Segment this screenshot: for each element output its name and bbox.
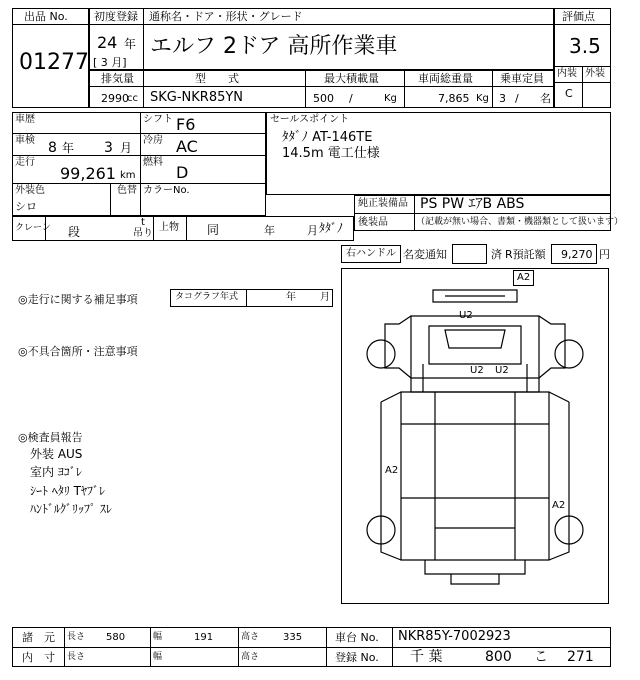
interior-grade: C (565, 87, 573, 100)
tacho-month-unit: 月 (320, 292, 330, 303)
recycle-label: R預託額 (505, 248, 546, 261)
rating-label: 評価点 (562, 10, 595, 23)
tacho-label: タコグラフ年式 (175, 292, 239, 302)
right-hand-drive-label: 右ハンドル (341, 245, 401, 263)
damage-mark-left-side: A2 (385, 465, 399, 476)
crane-lift-unit: t (141, 217, 145, 228)
damage-mark-top: A2 (513, 270, 534, 286)
displacement-unit: cc (127, 93, 138, 104)
mileage-label: 走行 (15, 157, 35, 168)
inspection-label: 車検 (15, 135, 35, 146)
gross-weight-unit: Kg (476, 93, 489, 104)
shift-label: シフト (143, 114, 173, 125)
upper-maker: ﾀﾀﾞﾉ (319, 221, 344, 235)
equipment-value: PS PW ｴｱB ABS (420, 196, 525, 212)
inspector-line-2: 室内 ﾖｺﾞﾚ (30, 465, 82, 479)
registration-class: 800 (485, 649, 512, 665)
height-label: 高さ (241, 632, 260, 642)
max-load-unit: Kg (384, 93, 397, 104)
registration-place: 千 葉 (410, 649, 443, 665)
displacement: 2990 (101, 92, 129, 105)
history-label: 車歴 (15, 114, 35, 125)
inspector-line-4: ﾊﾝﾄﾞﾙｸﾞﾘｯﾌﾟ ｽﾚ (30, 502, 112, 516)
damage-mark-right-side: A2 (552, 500, 566, 511)
first-reg-year-unit: 年 (124, 37, 137, 51)
sales-point-line1: ﾀﾀﾞﾉ AT-146TE (282, 130, 373, 145)
color-code-label: カラーNo. (143, 185, 190, 196)
recycle-unit: 円 (599, 248, 610, 261)
crane-label: クレーン (15, 223, 51, 233)
driving-remarks-label: ◎走行に関する補足事項 (18, 293, 138, 306)
lot-no-label: 出品 No. (24, 10, 68, 23)
fuel-label: 燃料 (143, 157, 163, 168)
mileage-unit: km (120, 170, 136, 181)
aftermarket-label: 後装品 (358, 217, 388, 228)
crane-box (12, 216, 354, 241)
inspection-year-unit: 年 (62, 141, 75, 155)
name-change-label: 名変通知 (403, 248, 447, 261)
interior-height-label: 高さ (241, 652, 260, 662)
gross-weight-label: 車両総重量 (418, 72, 473, 85)
sales-point-line2: 14.5m 電工仕様 (282, 146, 380, 161)
exterior-grade-label: 外装 (585, 68, 605, 79)
ext-color-label: 外装色 (15, 185, 45, 196)
inspection-month-unit: 月 (120, 141, 133, 155)
upper-label: 上物 (159, 222, 179, 233)
recycle-value: 9,270 (561, 248, 593, 261)
capacity: 3 (499, 92, 506, 105)
width: 191 (194, 632, 214, 643)
model-label: 型 式 (195, 72, 239, 85)
inspection-month: 3 (104, 140, 113, 156)
truck-diagram (341, 268, 609, 604)
inspector-label: ◎検査員報告 (18, 431, 83, 444)
chassis-no: NKR85Y-7002923 (398, 629, 511, 644)
first-reg-label: 初度登録 (94, 10, 138, 23)
color-change-label: 色替 (117, 185, 137, 196)
max-load-sep: / (349, 92, 353, 105)
upper-year-unit: 年 (264, 224, 275, 237)
inspector-line-1: 外装 AUS (30, 447, 83, 461)
sales-point-label: セールスポイント (270, 114, 350, 125)
gross-weight: 7,865 (438, 92, 470, 105)
recycle-mark: 済 (491, 248, 502, 261)
equipment-label: 純正装備品 (358, 198, 408, 209)
mileage: 99,261 (60, 164, 116, 183)
specs-row-label: 諸 元 (22, 631, 55, 644)
name-change-box (452, 244, 487, 264)
ext-color: シロ (15, 200, 37, 213)
height: 335 (283, 632, 303, 643)
first-reg-month: [ 3 月] (93, 56, 127, 69)
vehicle-title: エルフ 2ドア 高所作業車 (150, 34, 398, 59)
shift: F6 (176, 115, 196, 134)
ac: AC (176, 137, 198, 156)
crane-lift-label: 吊り (133, 228, 153, 239)
capacity-unit: 名 (540, 92, 551, 105)
registration-number: 271 (567, 649, 594, 665)
length-label: 長さ (67, 632, 86, 642)
displacement-label: 排気量 (101, 72, 134, 85)
ac-label: 冷房 (143, 135, 163, 146)
length: 580 (106, 632, 126, 643)
lot-no: 01277 (19, 50, 89, 75)
history-box (12, 112, 266, 216)
interior-row-label: 内 寸 (22, 651, 55, 664)
registration-kana: こ (534, 649, 548, 665)
crane-stage-unit: 段 (68, 225, 81, 239)
registration-label: 登録 No. (335, 651, 379, 664)
defects-label: ◎不具合箇所・注意事項 (18, 345, 138, 358)
rating-score: 3.5 (569, 34, 601, 58)
damage-mark-door-right: U2 (495, 365, 509, 376)
width-label: 幅 (153, 632, 163, 642)
damage-mark-door-left: U2 (470, 365, 484, 376)
max-load-label: 最大積載量 (324, 72, 379, 85)
inspector-line-3: ｼｰﾄ ﾍﾀﾘ Tﾔﾌﾞﾚ (30, 484, 105, 498)
interior-width-label: 幅 (153, 652, 163, 662)
inspection-year: 8 (48, 140, 57, 156)
chassis-label: 車台 No. (335, 631, 379, 644)
model-code: SKG-NKR85YN (150, 90, 244, 105)
capacity-sep: / (515, 92, 519, 105)
damage-mark-cab: U2 (459, 310, 473, 321)
tacho-year-unit: 年 (286, 292, 296, 303)
first-reg-year: 24 (97, 33, 118, 52)
upper-month-unit: 月 (307, 224, 318, 237)
model-name-label: 通称名・ドア・形状・グレード (149, 10, 303, 23)
max-load: 500 (313, 92, 334, 105)
aftermarket-note: （記載が無い場合、書類・機器類として扱います） (416, 217, 624, 227)
capacity-label: 乗車定員 (500, 72, 544, 85)
upper-same: 同 (207, 223, 220, 237)
interior-length-label: 長さ (67, 652, 86, 662)
interior-grade-label: 内装 (557, 68, 577, 79)
fuel: D (176, 163, 189, 182)
